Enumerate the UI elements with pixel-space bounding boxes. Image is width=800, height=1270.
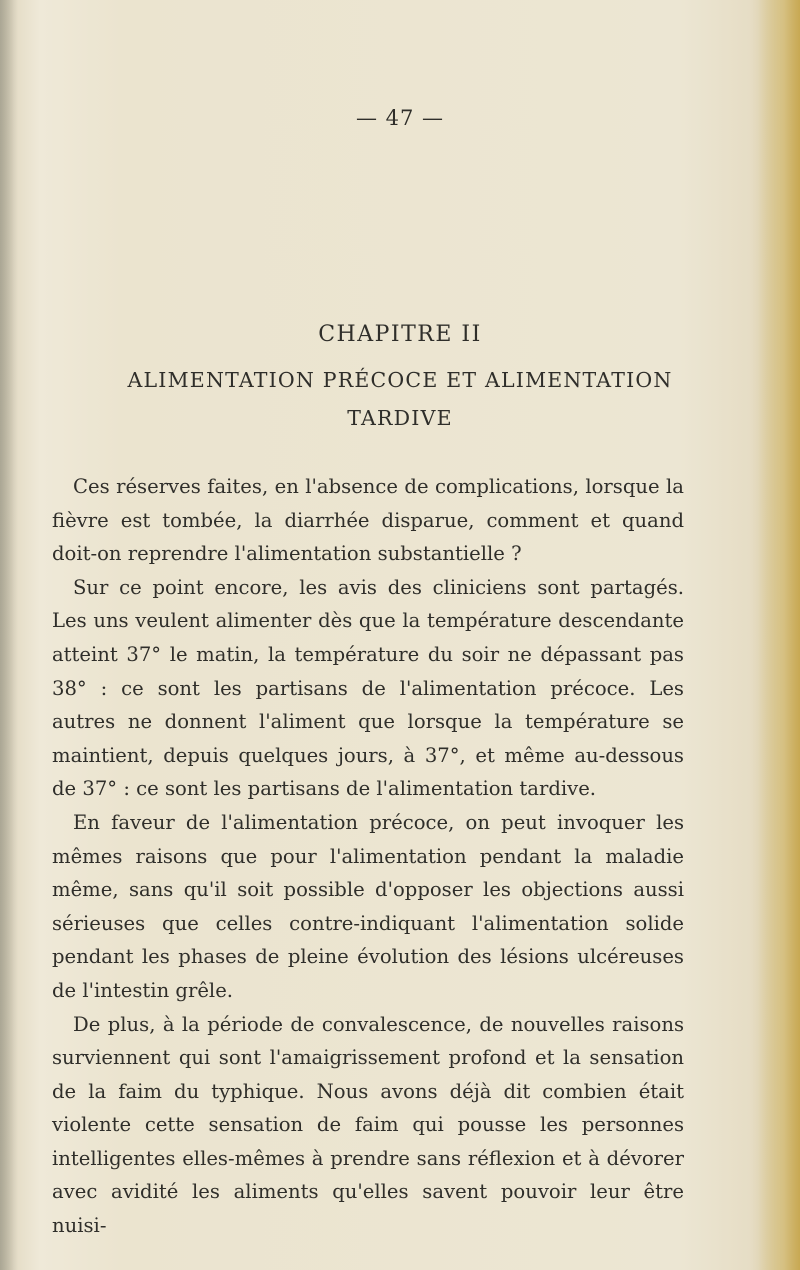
paragraph-2: Sur ce point encore, les avis des cliniciens sont partagés. Les uns veulent alimenter dès que la température descendante atteint 37° le matin, la température du soir ne dépassant pas 38° : ce sont les partisans de l'alimentation précoce. Les autres ne donnent l'aliment que lorsque la température se maintient, depuis quelques jours, à 37°, et même au-dessous de 37° : ce sont les partisans de l'alimentation tardive. (52, 575, 684, 801)
chapter-title (80, 361, 720, 437)
chapter-heading: CHAPITRE II (318, 322, 482, 347)
paragraph-4: De plus, à la période de convalescence, de nouvelles raisons surviennent qui sont l'amaigrissement profond et la sensation de la faim du typhique. Nous avons déjà dit combien était violente cette sensation de faim qui pousse les personnes intelligentes elles-mêmes à prendre sans réflexion et à dévorer avec avidité les aliments qu'elles savent pouvoir leur être nuisi- (52, 1012, 684, 1238)
chapter-title-line-1: ALIMENTATION PRÉCOCE ET ALIMENTATION (127, 368, 673, 392)
page-left-shadow (0, 0, 18, 1270)
page-right-edge-discoloration (758, 0, 800, 1270)
paragraph-3: En faveur de l'alimentation précoce, on peut invoquer les mêmes raisons que pour l'alimentation pendant la maladie même, sans qu'il soit possible d'opposer les objections aussi sérieuses que celles contre-indiquant l'alimentation solide pendant les phases de pleine évolution des lésions ulcéreuses de l'intestin grêle. (52, 810, 684, 1002)
chapter-title-line-2: TARDIVE (347, 406, 453, 430)
page-number: — 47 — (355, 106, 445, 130)
body-text (52, 470, 684, 1243)
paragraph-1: Ces réserves faites, en l'absence de complications, lorsque la fièvre est tombée, la diarrhée disparue, comment et quand doit-on reprendre l'alimentation substantielle ? (52, 475, 684, 566)
